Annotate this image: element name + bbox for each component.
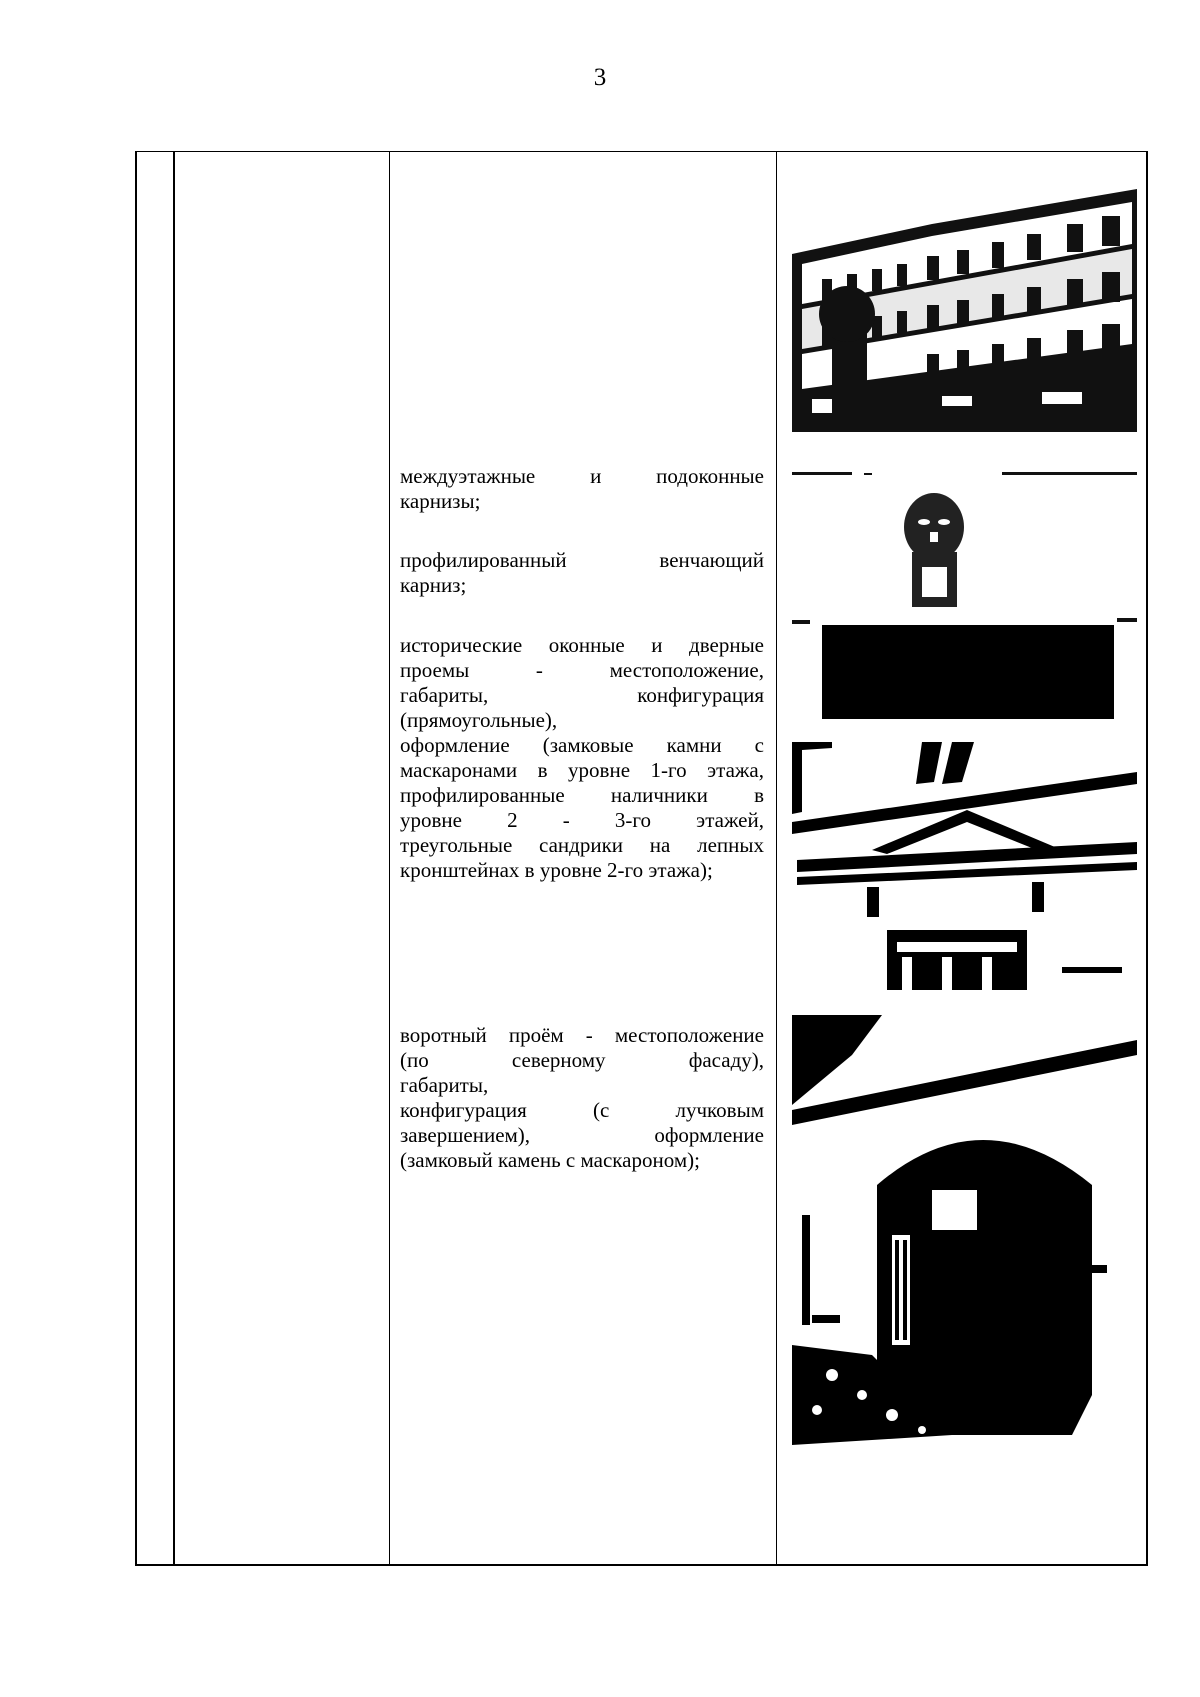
text-line: маскаронами в уровне 1-го этажа, bbox=[400, 758, 764, 782]
table-border-right bbox=[1146, 151, 1148, 1566]
text-line: треугольные сандрики на лепных bbox=[400, 833, 764, 857]
text-line: воротный проём - местоположение bbox=[400, 1023, 764, 1047]
table-column-divider-3 bbox=[776, 151, 777, 1566]
text-line: конфигурация (с лучковым bbox=[400, 1098, 764, 1122]
table-border-bottom bbox=[135, 1564, 1148, 1566]
text-line: (прямоугольные), bbox=[400, 708, 558, 732]
text-line: габариты, bbox=[400, 1073, 489, 1097]
element-window-door-openings bbox=[400, 633, 764, 883]
photo-window-sandrik bbox=[792, 742, 1137, 990]
text-line: карнизы; bbox=[400, 489, 481, 513]
text-line: кронштейнах в уровне 2-го этажа); bbox=[400, 858, 713, 882]
text-line: (по северному фасаду), bbox=[400, 1048, 764, 1072]
text-line: профилированные наличники в bbox=[400, 783, 764, 807]
table-border-top bbox=[135, 151, 1148, 152]
text-line: проемы - местоположение, bbox=[400, 658, 764, 682]
text-line: (замковый камень с маскароном); bbox=[400, 1148, 700, 1172]
text-line: оформление (замковые камни с bbox=[400, 733, 764, 757]
table-border-left bbox=[135, 151, 137, 1566]
photo-cornice-mascaron bbox=[792, 472, 1137, 720]
photo-gate-archway bbox=[792, 1015, 1137, 1445]
text-line: уровне 2 - 3-го этажей, bbox=[400, 808, 764, 832]
element-cornices bbox=[400, 464, 764, 514]
table-column-divider-2 bbox=[389, 151, 390, 1566]
table-column-divider-1 bbox=[173, 151, 175, 1566]
element-gate-opening bbox=[400, 1023, 764, 1173]
text-line: завершением), оформление bbox=[400, 1123, 764, 1147]
text-line: габариты, конфигурация bbox=[400, 683, 764, 707]
text-line: исторические оконные и дверные bbox=[400, 633, 764, 657]
text-line: междуэтажные и подоконные bbox=[400, 464, 764, 488]
element-crowning-cornice bbox=[400, 548, 764, 598]
text-line: профилированный венчающий bbox=[400, 548, 764, 572]
text-line: карниз; bbox=[400, 573, 467, 597]
photo-building-facade bbox=[792, 184, 1137, 432]
page-number: 3 bbox=[593, 64, 607, 91]
